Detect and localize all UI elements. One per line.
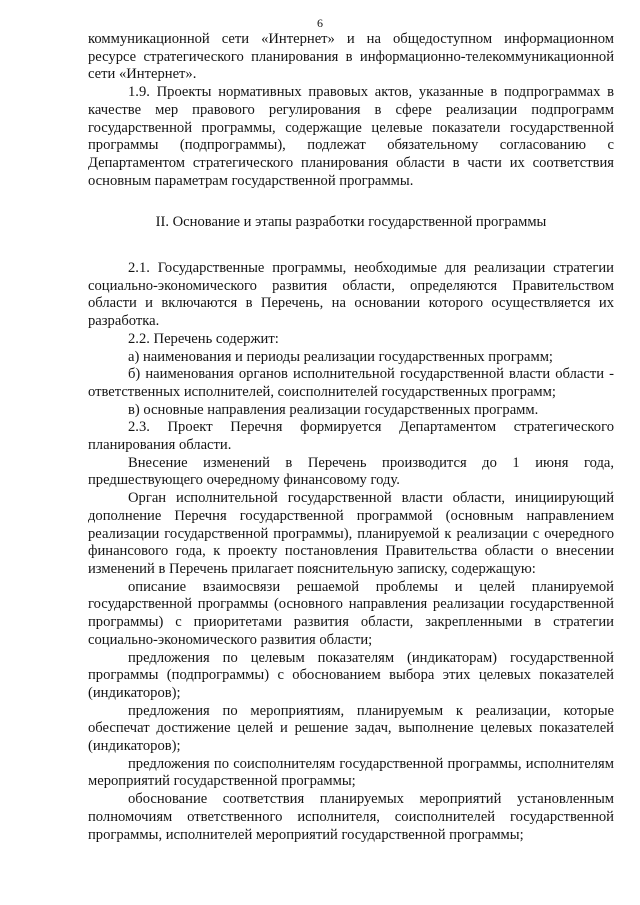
document-body xyxy=(88,0,614,844)
paragraph: Орган исполнительной государственной власти области, инициирующий дополнение Перечня государственной программой (основным направлением реализации государственной программы), планируемой к реализации с очередного финансового года, к проекту постановления Правительства области о внесении изменений в Перечень прилагает пояснительную записку, содержащую: xyxy=(88,490,614,577)
paragraph: 2.2. Перечень содержит: xyxy=(128,330,279,347)
paragraph: 2.3. Проект Перечня формируется Департаментом стратегического планирования области. xyxy=(88,419,614,454)
paragraphs-before-heading xyxy=(88,31,614,190)
paragraph: а) наименования и периоды реализации государственных программ; xyxy=(128,348,553,365)
paragraph: б) наименования органов исполнительной государственной власти области - ответственных исполнителей, соисполнителей государственных программ; xyxy=(88,366,614,400)
paragraph: предложения по целевым показателям (индикаторам) государственной программы (подпрограммы) с обоснованием выбора этих целевых показателей (индикаторов); xyxy=(88,649,614,701)
paragraph: предложения по соисполнителям государственной программы, исполнителям мероприятий государственной программы; xyxy=(88,755,614,790)
page-number: 6 xyxy=(317,16,323,30)
paragraph: обоснование соответствия планируемых мероприятий установленным полномочиям ответственного исполнителя, соисполнителей государственной программы, исполнителей мероприятий государственной программы; xyxy=(88,791,614,843)
paragraphs-after-heading xyxy=(88,260,614,844)
paragraph: описание взаимосвязи решаемой проблемы и целей планируемой государственной программы (основного направления реализации государственной программы) с приоритетами развития области, закрепленными в стратегии социально-экономического развития области; xyxy=(88,578,614,648)
paragraph: в) основные направления реализации государственных программ. xyxy=(128,401,539,418)
paragraph: коммуникационной сети «Интернет» и на общедоступном информационном ресурсе стратегического планирования в информационно-телекоммуникационной сети «Интернет». xyxy=(88,31,614,83)
paragraph: 1.9. Проекты нормативных правовых актов, указанные в подпрограммах в качестве мер правового регулирования в сфере реализации подпрограмм государственной программы, содержащие целевые показатели государственной программы (подпрограммы), подлежат обязательному согласованию с Департаментом стратегического планирования области в части их соответствия основным параметрам государственной программы. xyxy=(88,84,614,189)
paragraph: 2.1. Государственные программы, необходимые для реализации стратегии социально-экономического развития области, определяются Правительством области и включаются в Перечень, на основании которого осуществляется их разработка. xyxy=(88,260,614,330)
paragraph: предложения по мероприятиям, планируемым к реализации, которые обеспечат достижение целей и решение задач, выполнение целевых показателей (индикаторов); xyxy=(88,702,614,755)
paragraph: Внесение изменений в Перечень производится до 1 июня года, предшествующего очередному финансовому году. xyxy=(88,454,614,489)
section-heading: II. Основание и этапы разработки государственной программы xyxy=(155,214,547,231)
